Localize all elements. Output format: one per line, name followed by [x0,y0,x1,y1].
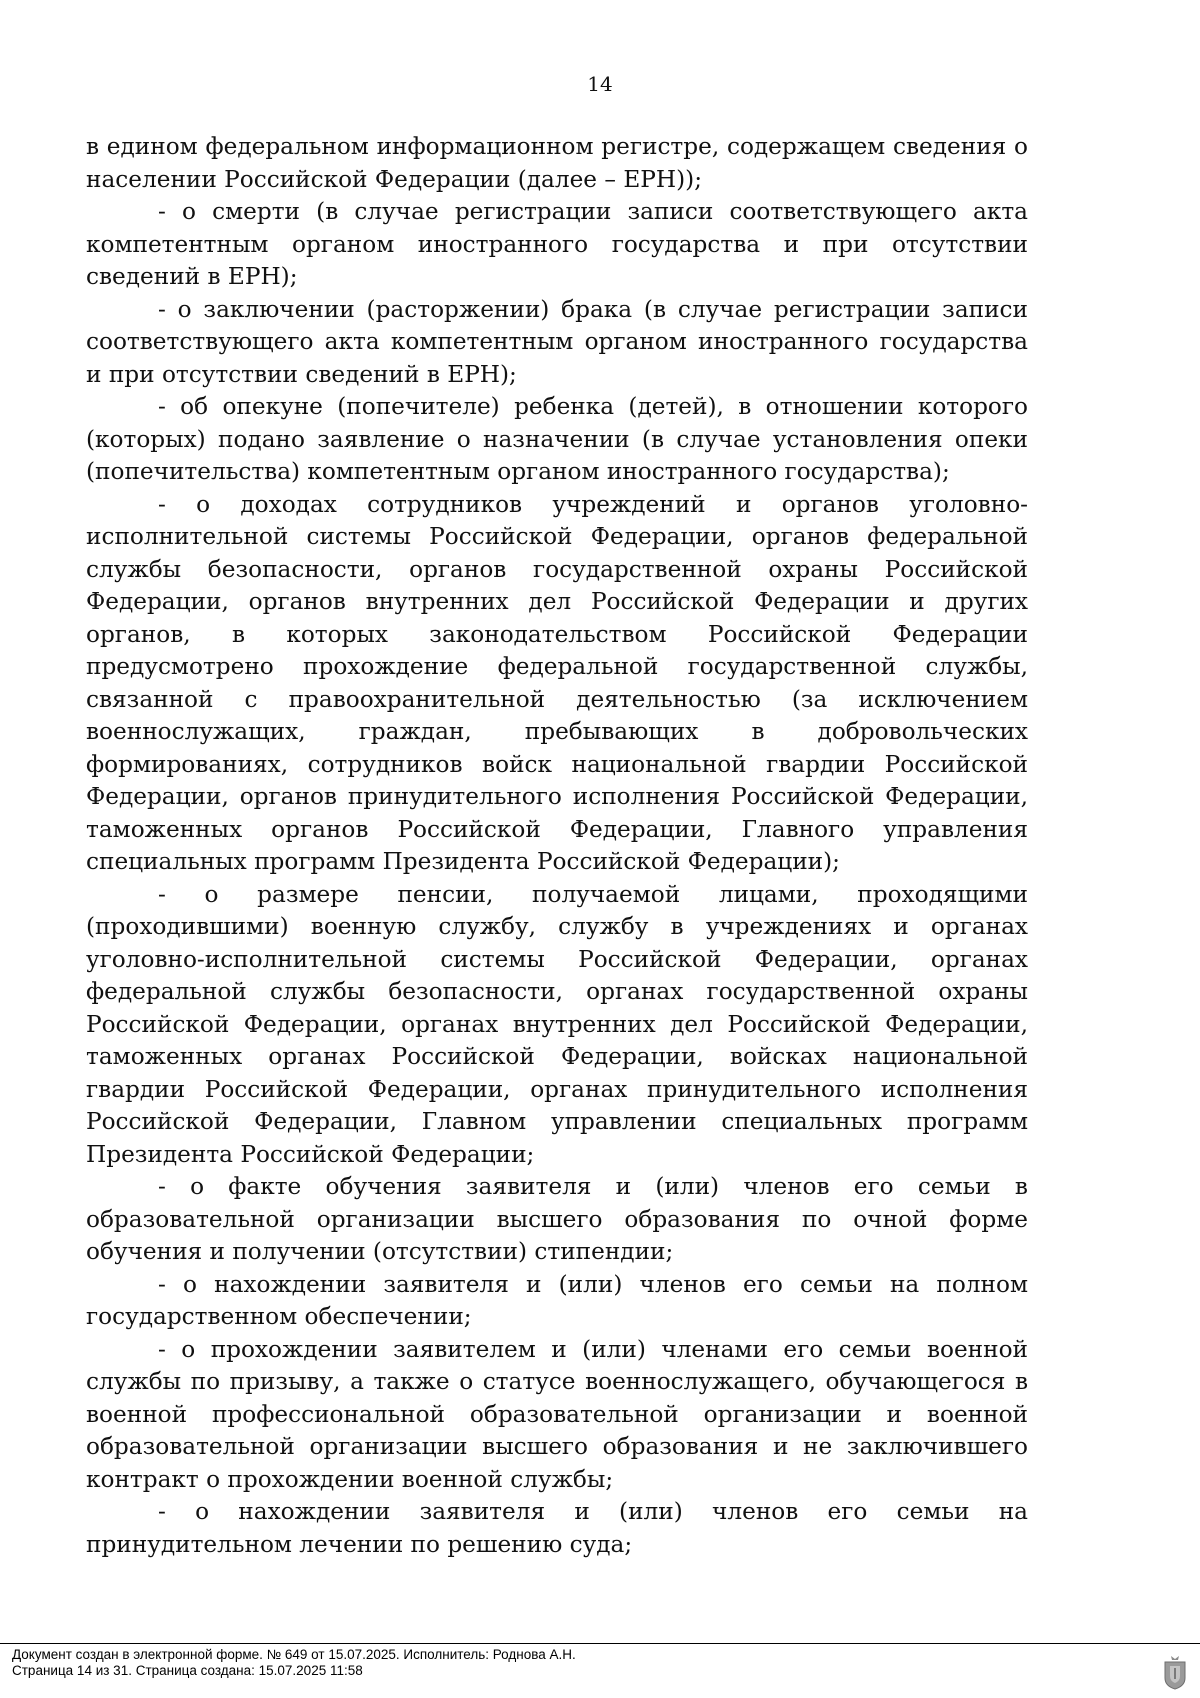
list-item: - о смерти (в случае регистрации записи соответствующего акта компетентным органом иностранного государства и при отсутствии сведений в ЕРН); [86,198,1028,290]
list-item: - о заключении (расторжении) брака (в случае регистрации записи соответствующего акта компетентным органом иностранного государства и при отсутствии сведений в ЕРН); [86,295,1028,388]
footer-document-info: Документ создан в электронной форме. № 649 от 15.07.2025. Исполнитель: Роднова А.Н. [12,1647,576,1662]
list-item: - о факте обучения заявителя и (или) членов его семьи в образовательной организации высшего образования по очной форме обучения и получении (отсутствии) стипендии; [86,1173,1028,1265]
list-item: - об опекуне (попечителе) ребенка (детей), в отношении которого (которых) подано заявление о назначении (в случае установления опеки (попечительства) компетентным органом иностранного государства); [86,393,1028,485]
page-number: 14 [587,72,613,96]
list-item: - о размере пенсии, получаемой лицами, проходящими (проходившими) военную службу, службу в учреждениях и органах уголовно-исполнительной системы Российской Федерации, органах федеральной службы безопасности, органах государственной охраны Российской Федерации, органах внутренних дел Российской Федерации, таможенных органах Российской Федерации, войсках национальной гвардии Российской Федерации, органах принудительного исполнения Российской Федерации, Главном управлении специальных программ Президента Российской Федерации; [86,880,1028,1168]
paragraph: в едином федеральном информационном регистре, содержащем сведения о населении Российской Федерации (далее – ЕРН)); [86,133,1028,193]
footer-divider [0,1643,1200,1644]
document-footer [12,1647,576,1679]
footer-page-info: Страница 14 из 31. Страница создана: 15.07.2025 11:58 [12,1663,363,1678]
coat-of-arms-icon [1162,1654,1188,1690]
list-item: - о прохождении заявителем и (или) членами его семьи военной службы по призыву, а также о статусе военнослужащего, обучающегося в военной профессиональной образовательной организации и военной образовательной организации высшего образования и не заключившего контракт о прохождении военной службы; [86,1335,1028,1493]
document-body [86,131,1028,1561]
list-item: - о доходах сотрудников учреждений и органов уголовно-исполнительной системы Российской Федерации, органов федеральной службы безопасности, органов государственной охраны Российской Федерации, органов внутренних дел Российской Федерации и других органов, в которых законодательством Российской Федерации предусмотрено прохождение федеральной государственной службы, связанной с правоохранительной деятельностью (за исключением военнослужащих, граждан, пребывающих в добровольческих формированиях, сотрудников войск национальной гвардии Российской Федерации, органов принудительного исполнения Российской Федерации, таможенных органов Российской Федерации, Главного управления специальных программ Президента Российской Федерации); [86,490,1028,875]
list-item: - о нахождении заявителя и (или) членов его семьи на принудительном лечении по решению суда; [86,1498,1028,1558]
list-item: - о нахождении заявителя и (или) членов его семьи на полном государственном обеспечении; [86,1270,1028,1330]
